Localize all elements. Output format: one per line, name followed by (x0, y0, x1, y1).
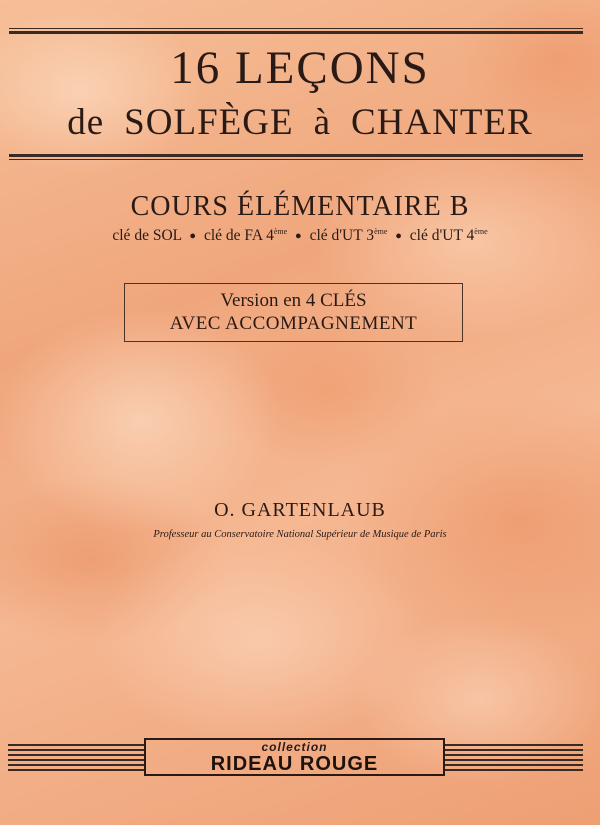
plate-rule-right (445, 754, 583, 756)
plate-rule-right (445, 759, 583, 761)
title-line-2 (0, 100, 600, 146)
course-level: COURS ÉLÉMENTAIRE B (130, 191, 470, 222)
author-role: Professeur au Conservatoire National Supérieur de Musique de Paris (153, 529, 447, 540)
header-rule-bottom-thick (9, 154, 583, 157)
header-rule-bottom-thin (9, 159, 583, 160)
plate-rule-right (445, 744, 583, 746)
header-rule-top-thick (9, 31, 583, 34)
collection-plate (144, 738, 445, 776)
plate-rule-right (445, 749, 583, 751)
plate-rule-left (8, 769, 144, 771)
collection-name: RIDEAU ROUGE (210, 753, 379, 775)
clef-list (0, 226, 600, 246)
clef-ut-3: clé d'UT 3ème (309, 227, 388, 244)
clef-separator: ● (189, 230, 197, 242)
title-word-a: à (313, 102, 332, 143)
header-rule-top-thin (9, 28, 583, 29)
title-word-de: de (67, 102, 105, 143)
clef-sol: clé de SOL (112, 227, 182, 244)
collection-label: collection (261, 740, 328, 754)
title-line-1: 16 LEÇONS (170, 42, 430, 94)
plate-rule-left (8, 754, 144, 756)
author-name: O. GARTENLAUB (214, 499, 386, 521)
plate-rule-right (445, 769, 583, 771)
plate-rule-left (8, 759, 144, 761)
clef-separator: ● (395, 230, 402, 242)
title-word-chanter: CHANTER (351, 102, 533, 143)
clef-ut-4: clé d'UT 4ème (409, 227, 488, 244)
plate-rule-right (445, 764, 583, 766)
version-box (124, 283, 463, 342)
plate-rule-left (8, 744, 144, 746)
version-line-1: Version en 4 CLÉS (220, 290, 367, 311)
version-line-2: AVEC ACCOMPAGNEMENT (169, 313, 418, 334)
clef-separator: ● (295, 230, 302, 242)
title-word-solfege: SOLFÈGE (124, 102, 294, 143)
plate-rule-left (8, 764, 144, 766)
clef-fa-4: clé de FA 4ème (203, 227, 288, 244)
plate-rule-left (8, 749, 144, 751)
